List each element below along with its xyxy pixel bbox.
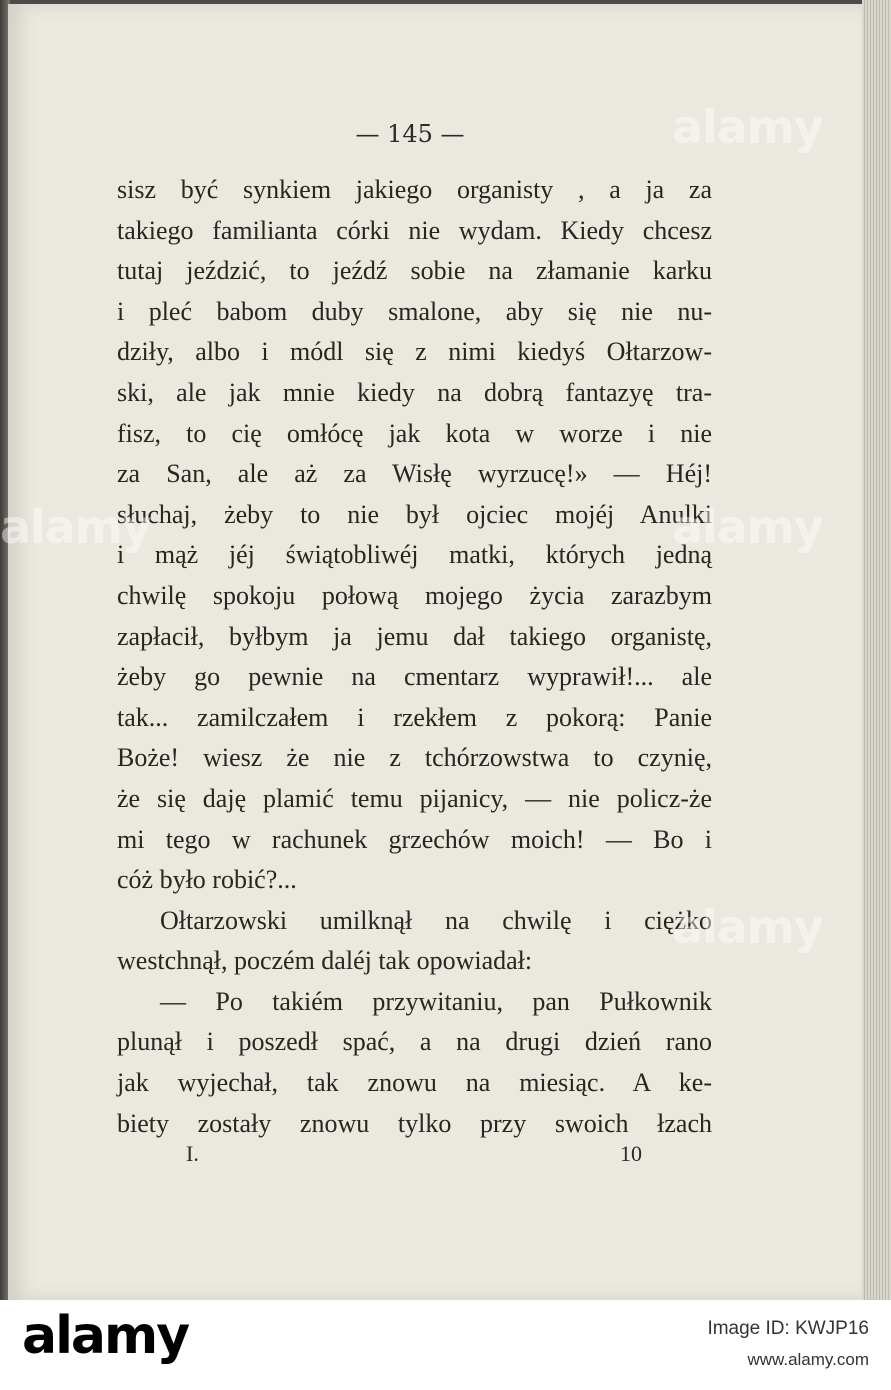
alamy-logo[interactable]: alamy bbox=[22, 1306, 189, 1366]
paragraph-first-line: Ołtarzowski umilknął na chwilę i ciężko bbox=[160, 905, 712, 935]
text-line: za San, ale aż za Wisłę wyrzucę!» — Héj! bbox=[117, 459, 712, 489]
text-line: jak wyjechał, tak znowu na miesiąc. A ke- bbox=[117, 1068, 712, 1098]
text-line: że się daję plamić temu pijanicy, — nie policz-że bbox=[117, 783, 712, 813]
gathering-number: 10 bbox=[620, 1141, 642, 1166]
text-line: fisz, to cię omłócę jak kota w worze i nie bbox=[117, 418, 712, 448]
site-url[interactable]: www.alamy.com bbox=[747, 1350, 869, 1369]
text-line: tak... zamilczałem i rzekłem z pokorą: Panie bbox=[117, 702, 712, 732]
text-line: sisz być synkiem jakiego organisty , a ja za bbox=[117, 175, 712, 204]
signature-mark: I. bbox=[186, 1141, 199, 1166]
text-line: żeby go pewnie na cmentarz wyprawił!... ale bbox=[117, 662, 712, 692]
text-line: westchnął, poczém daléj tak opowiadał: bbox=[117, 946, 533, 976]
text-line: słuchaj, żeby to nie był ojciec mojéj Anulki bbox=[117, 499, 712, 529]
text-line: Boże! wiesz że nie z tchórzowstwa to czynię, bbox=[117, 743, 712, 773]
text-line: takiego familianta córki nie wydam. Kiedy chcesz bbox=[117, 215, 712, 245]
text-line: biety zostały znowu tylko przy swoich łzach bbox=[117, 1108, 712, 1138]
text-line: plunął i poszedł spać, a na drugi dzień rano bbox=[117, 1027, 712, 1057]
text-line: dziły, albo i módl się z nimi kiedyś Ołtarzow- bbox=[117, 337, 712, 367]
paragraph-first-line: — Po takiém przywitaniu, pan Pułkownik bbox=[160, 986, 712, 1016]
text-line: zapłacił, byłbym ja jemu dał takiego organistę, bbox=[117, 621, 712, 651]
watermark: alamy bbox=[672, 900, 823, 954]
watermark: alamy bbox=[672, 500, 823, 554]
text-line: i pleć babom duby smalone, aby się nie nu- bbox=[117, 296, 712, 326]
text-line: chwilę spokoju połową mojego życia zarazbym bbox=[117, 580, 712, 610]
watermark: alamy bbox=[0, 500, 151, 554]
text-line: mi tego w rachunek grzechów moich! — Bo i bbox=[117, 824, 712, 854]
text-line: cóż było robić?... bbox=[117, 865, 297, 895]
text-line: i mąż jéj świątobliwéj matki, których jedną bbox=[117, 540, 712, 570]
body-text bbox=[117, 170, 712, 1144]
watermark: alamy bbox=[672, 100, 823, 154]
image-id: Image ID: KWJP16 bbox=[707, 1318, 869, 1339]
page-number-header: — 145 — bbox=[355, 120, 465, 148]
text-line: tutaj jeździć, to jeźdź sobie na złamanie karku bbox=[117, 256, 712, 286]
page-edges bbox=[862, 0, 891, 1300]
text-line: ski, ale jak mnie kiedy na dobrą fantazyę tra- bbox=[117, 377, 712, 407]
